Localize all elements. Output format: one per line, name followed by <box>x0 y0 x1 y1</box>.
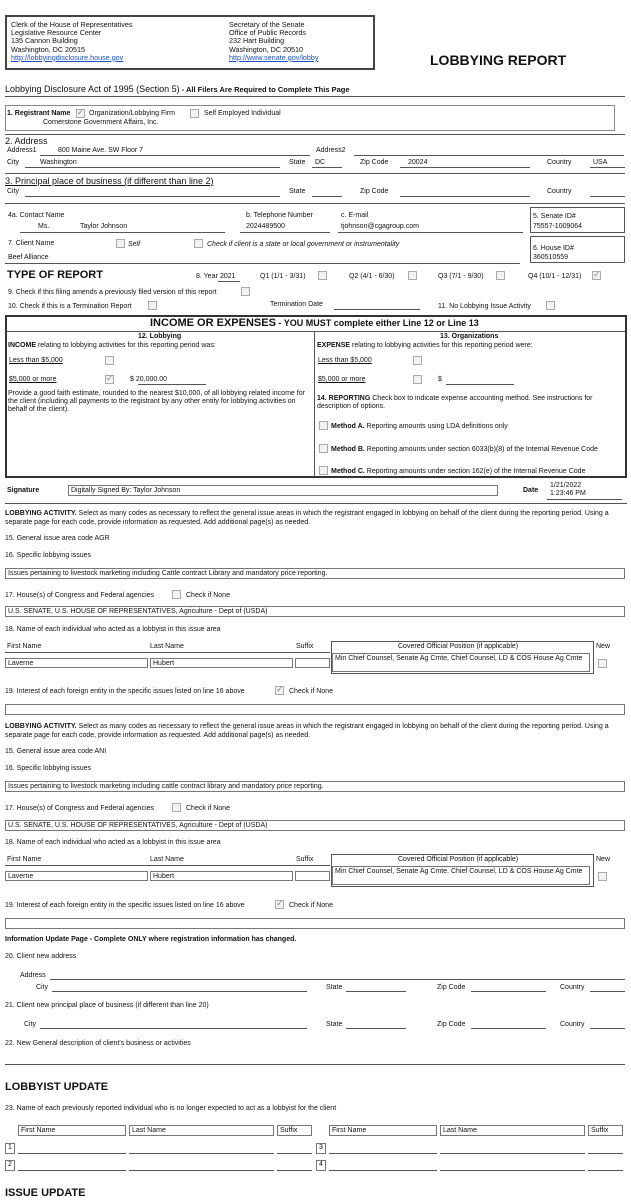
line14-text: Check box to indicate expense accounting method. See instructions for description of options. <box>317 395 593 410</box>
income-amount: $ 20,000.00 <box>130 376 167 383</box>
no-activity-checkbox[interactable] <box>546 301 555 310</box>
activity2-houses-field[interactable]: U.S. SENATE, U.S. HOUSE OF REPRESENTATIVES, Agriculture - Dept of (USDA) <box>5 820 625 831</box>
divider <box>218 281 240 282</box>
termination-checkbox[interactable] <box>148 301 157 310</box>
amend-label: 9. Check if this filing amends a previously filed version of this report <box>8 289 217 296</box>
activity1-suffix-label: Suffix <box>296 643 314 650</box>
activity2-houses-none-checkbox[interactable] <box>172 803 181 812</box>
divider <box>5 1064 625 1065</box>
state-label: State <box>289 159 306 166</box>
activity1-heading-bold: LOBBYING ACTIVITY. <box>5 510 77 517</box>
divider <box>400 196 530 197</box>
divider <box>25 167 280 168</box>
lu-row-number: 1 <box>5 1143 15 1154</box>
divider <box>5 503 627 504</box>
act-heading <box>5 84 350 94</box>
q1-checkbox[interactable] <box>318 271 327 280</box>
lu-row-number: 4 <box>316 1160 326 1171</box>
divider <box>50 979 625 980</box>
registrant-box <box>5 105 615 131</box>
activity2-suffix-label: Suffix <box>296 856 314 863</box>
line13-desc <box>317 342 533 349</box>
activity2-position-label: Covered Official Position (if applicable) <box>398 856 519 863</box>
activity2-heading-text: Select as many codes as necessary to reflect the general issue areas in which the registrant engaged in lobbying on behalf of the client during the reporting period. Using a separate page for each code, provide information as requested. Add additional page(s) as needed. <box>5 723 609 739</box>
method-c-text: Reporting amounts under section 162(e) of the Internal Revenue Code <box>364 468 586 475</box>
year-value: 2021 <box>220 273 236 280</box>
activity2-code: 15. General issue area code ANI <box>5 748 107 755</box>
income-title <box>150 317 479 329</box>
lobbyist-update-l23: 23. Name of each previously reported individual who is no longer expected to act as a lobbyist for the client <box>5 1105 337 1112</box>
activity2-lobbyist-label: 18. Name of each individual who acted as a lobbyist in this issue area <box>5 839 221 846</box>
contact-label: 4a. Contact Name <box>8 212 65 219</box>
income-more-label: $5,000 or more <box>9 376 57 383</box>
country-label: Country <box>547 159 572 166</box>
principal-zip-label: Zip Code <box>360 188 389 195</box>
method-b-checkbox[interactable] <box>319 444 328 453</box>
divider <box>25 196 280 197</box>
method-a-checkbox[interactable] <box>319 421 328 430</box>
zip-value: 20024 <box>408 159 428 166</box>
lu-first-line[interactable] <box>18 1153 126 1154</box>
lu-last-line[interactable] <box>129 1170 274 1171</box>
update-state-label: State <box>326 984 343 991</box>
divider <box>338 232 523 233</box>
activity2-foreign-label: 19. Interest of each foreign entity in the specific issues listed on line 16 above <box>5 902 245 909</box>
activity1-new-label: New <box>596 643 611 650</box>
activity2-new-checkbox[interactable] <box>598 872 607 881</box>
registrant-label: 1. Registrant Name <box>7 110 71 117</box>
client-self-checkbox[interactable] <box>116 239 125 248</box>
client-gov-label: Check if client is a state or local government or instrumentality <box>207 241 400 248</box>
house-line: Clerk of the House of Representatives <box>11 20 133 29</box>
income-more-checkbox[interactable] <box>105 375 114 384</box>
q3-label: Q3 (7/1 - 9/30) <box>438 273 484 280</box>
activity2-houses-none-label: Check if None <box>186 805 230 812</box>
activity2-first-field[interactable]: Laverne <box>5 871 148 881</box>
phone-value: 2024489500 <box>246 223 285 230</box>
activity2-last-label: Last Name <box>150 856 184 863</box>
activity2-first-label: First Name <box>7 856 42 863</box>
method-b-label <box>331 446 598 453</box>
activity1-suffix-field[interactable] <box>295 658 330 668</box>
date-label: Date <box>523 487 539 494</box>
lu-row-number: 3 <box>316 1143 326 1154</box>
signature-label: Signature <box>7 487 40 494</box>
line12-desc <box>8 342 216 349</box>
update-zip-label: Zip Code <box>437 984 466 991</box>
lu-last-line[interactable] <box>440 1170 585 1171</box>
lu-suffix-header-right: Suffix <box>588 1125 623 1136</box>
house-link[interactable]: http://lobbyingdisclosure.house.gov <box>11 52 124 62</box>
house-id-value: 360510559 <box>533 254 569 261</box>
method-a-bold: Method A. <box>331 423 365 430</box>
divider <box>312 196 342 197</box>
year-label: 8. Year <box>196 273 218 280</box>
update-country-label: Country <box>560 984 585 991</box>
activity2-foreign-checkbox[interactable] <box>275 900 284 909</box>
divider <box>5 96 625 97</box>
termination-date-label: Termination Date <box>270 301 323 308</box>
line12-label: 12. Lobbying <box>138 333 182 340</box>
divider <box>400 167 530 168</box>
address1-value: 800 Maine Ave. SW Floor 7 <box>58 147 144 154</box>
divider <box>40 155 310 156</box>
divider <box>5 203 625 204</box>
activity1-lobbyist-label: 18. Name of each individual who acted as a lobbyist in this issue area <box>5 626 221 633</box>
client-gov-checkbox[interactable] <box>194 239 203 248</box>
report-title: LOBBYING REPORT <box>430 52 567 68</box>
org-checkbox[interactable] <box>76 109 85 118</box>
house-line: 135 Cannon Building <box>11 36 78 46</box>
date-value: 1/21/2022 <box>550 482 582 489</box>
divider <box>5 652 330 653</box>
lu-suffix-header-left: Suffix <box>277 1125 312 1136</box>
termination-label: 10. Check if this is a Termination Report <box>8 303 132 310</box>
client-label: 7. Client Name <box>8 240 55 247</box>
q3-checkbox[interactable] <box>496 271 505 280</box>
activity1-foreign-label: 19. Interest of each foreign entity in the specific issues listed on line 16 above <box>5 688 245 695</box>
lu-suffix-line[interactable] <box>588 1153 623 1154</box>
city-value: Washington <box>40 159 77 166</box>
activity1-specific-field[interactable]: Issues pertaining to livestock marketing including Cattle contract Library and mandatory price reporting. <box>5 568 625 579</box>
senate-line: Secretary of the Senate <box>229 20 305 29</box>
method-a-text: Reporting amounts using LDA definitions only <box>364 423 508 430</box>
divider <box>346 991 406 992</box>
income-title-note: - YOU MUST complete either Line 12 or Line 13 <box>275 318 479 328</box>
state-value: DC <box>315 159 326 166</box>
lu-first-line[interactable] <box>18 1170 126 1171</box>
line14-bold: 14. REPORTING <box>317 395 371 402</box>
divider <box>5 865 330 866</box>
house-line: Legislative Resource Center <box>11 28 102 38</box>
principal-city-label: City <box>7 188 20 195</box>
divider <box>5 134 625 135</box>
lu-last-header-left: Last Name <box>129 1125 274 1136</box>
divider <box>547 499 622 500</box>
update-l21: 21. Client new principal place of business (if different than line 20) <box>5 1002 209 1009</box>
divider <box>471 991 546 992</box>
lu-last-line[interactable] <box>129 1153 274 1154</box>
activity1-specific-label: 16. Specific lobbying issues <box>5 552 91 559</box>
lu-first-header-right: First Name <box>329 1125 437 1136</box>
activity1-new-checkbox[interactable] <box>598 659 607 668</box>
lu-last-header-right: Last Name <box>440 1125 585 1136</box>
line12-desc-bold: INCOME <box>8 342 36 349</box>
contact-name: Taylor Johnson <box>80 223 128 230</box>
divider <box>52 991 307 992</box>
income-title-text: INCOME OR EXPENSES <box>150 317 276 329</box>
client-name: Beef Alliance <box>8 254 49 261</box>
method-c-label <box>331 468 585 475</box>
activity1-houses-label: 17. House(s) of Congress and Federal agencies <box>5 592 155 599</box>
activity1-foreign-field[interactable] <box>5 704 625 715</box>
income-less-checkbox[interactable] <box>105 356 114 365</box>
activity1-heading-text: Select as many codes as necessary to reflect the general issue areas in which the registrant engaged in lobbying on behalf of the client during the reporting period. Using a separate page for each code, provide information as requested. Add additional page(s) as needed. <box>5 510 609 526</box>
lu-first-header-left: First Name <box>18 1125 126 1136</box>
lu-suffix-line[interactable] <box>277 1170 312 1171</box>
update-title: Information Update Page - Complete ONLY where registration information has changed. <box>5 936 297 943</box>
update-city-label: City <box>36 984 49 991</box>
registrant-name: Cornerstone Government Affairs, Inc. <box>43 119 159 126</box>
senate-id-label: 5. Senate ID# <box>533 213 576 220</box>
update-l20: 20. Client new address <box>5 953 77 960</box>
activity1-code: 15. General issue area code AGR <box>5 535 110 542</box>
city-label: City <box>7 159 20 166</box>
activity2-foreign-field[interactable] <box>5 918 625 929</box>
activity2-foreign-none-label: Check if None <box>289 902 333 909</box>
q4-checkbox[interactable] <box>592 271 601 280</box>
divider <box>354 155 624 156</box>
method-a-label <box>331 423 508 430</box>
activity2-heading <box>5 722 625 740</box>
address-label: 2. Address <box>5 136 48 146</box>
divider <box>590 1028 625 1029</box>
self-employed-checkbox[interactable] <box>190 109 199 118</box>
line14-reporting <box>317 395 623 411</box>
act-note: - All Filers Are Required to Complete This Page <box>179 85 350 94</box>
expense-more-checkbox[interactable] <box>413 375 422 384</box>
method-b-text: Reporting amounts under section 6033(b)(8) of the Internal Revenue Code <box>364 446 598 453</box>
house-line: Washington, DC 20515 <box>11 44 86 54</box>
lu-last-line[interactable] <box>440 1153 585 1154</box>
issue-update-title: ISSUE UPDATE <box>5 1187 86 1199</box>
divider <box>7 331 625 332</box>
method-c-bold: Method C. <box>331 468 365 475</box>
divider <box>5 173 625 174</box>
house-office-info <box>11 21 132 62</box>
divider <box>312 167 342 168</box>
line13-label: 13. Organizations <box>440 333 499 340</box>
update-l22: 22. New General description of client's business or activities <box>5 1040 191 1047</box>
activity1-last-label: Last Name <box>150 643 184 650</box>
activity1-position-label: Covered Official Position (if applicable) <box>398 643 519 650</box>
zip-label: Zip Code <box>360 159 389 166</box>
divider <box>590 167 625 168</box>
senate-link[interactable]: http://www.senate.gov/lobby <box>229 52 319 62</box>
activity1-houses-none-checkbox[interactable] <box>172 590 181 599</box>
update2-zip-label: Zip Code <box>437 1021 466 1028</box>
expense-less-checkbox[interactable] <box>413 356 422 365</box>
activity2-specific-label: 16. Specific lobbying issues <box>5 765 91 772</box>
line13-desc-bold: EXPENSE <box>317 342 351 349</box>
line12-desc-text: relating to lobbying activities for this reporting period was: <box>36 342 216 349</box>
divider <box>138 384 206 385</box>
q2-checkbox[interactable] <box>408 271 417 280</box>
client-self-label: Self <box>128 241 141 248</box>
income-less-label: Less than $5,000 <box>9 357 63 364</box>
senate-line: 232 Hart Building <box>229 36 285 46</box>
line13-desc-text: relating to lobbying activities for this reporting period were: <box>350 342 533 349</box>
act-text: Lobbying Disclosure Act of 1995 (Section 5) <box>5 84 180 94</box>
no-activity-label: 11. No Lobbying Issue Activity <box>438 303 531 310</box>
activity2-suffix-field[interactable] <box>295 871 330 881</box>
lu-first-line[interactable] <box>329 1153 437 1154</box>
lu-suffix-line[interactable] <box>277 1153 312 1154</box>
self-employed-label: Self Employed Individual <box>204 110 281 117</box>
principal-state-label: State <box>289 188 306 195</box>
update2-state-label: State <box>326 1021 343 1028</box>
activity2-specific-field[interactable]: Issues pertaining to livestock marketing including cattle contract library and mandatory price reporting. <box>5 781 625 792</box>
update2-city-label: City <box>24 1021 37 1028</box>
lobbyist-update-title: LOBBYIST UPDATE <box>5 1081 109 1093</box>
email-label: c. E-mail <box>341 212 369 219</box>
address2-label: Address2 <box>316 147 346 154</box>
house-id-label: 6. House ID# <box>533 245 574 252</box>
divider <box>471 1028 546 1029</box>
country-value: USA <box>593 159 608 166</box>
principal-country-label: Country <box>547 188 572 195</box>
method-b-bold: Method B. <box>331 446 365 453</box>
divider <box>240 232 330 233</box>
lu-suffix-line[interactable] <box>588 1170 623 1171</box>
divider <box>334 309 420 310</box>
activity1-foreign-none-label: Check if None <box>289 688 333 695</box>
divider <box>590 991 625 992</box>
q4-label: Q4 (10/1 - 12/31) <box>528 273 582 280</box>
contact-prefix: Ms. <box>38 223 50 230</box>
lu-row-number: 2 <box>5 1160 15 1171</box>
phone-label: b. Telephone Number <box>246 212 313 219</box>
activity2-heading-bold: LOBBYING ACTIVITY. <box>5 723 77 730</box>
expense-dollar: $ <box>438 376 442 383</box>
senate-id-value: 75557-1009064 <box>533 223 583 230</box>
divider <box>20 232 225 233</box>
method-c-checkbox[interactable] <box>319 466 328 475</box>
type-of-report-title: TYPE OF REPORT <box>7 269 103 281</box>
divider <box>346 1028 406 1029</box>
activity1-position-field[interactable]: Min Chief Counsel, Senate Ag Cmte, Chief Counsel, LD & COS House Ag Cmte <box>332 653 590 672</box>
divider <box>40 1028 307 1029</box>
update2-country-label: Country <box>560 1021 585 1028</box>
activity2-houses-label: 17. House(s) of Congress and Federal agencies <box>5 805 155 812</box>
lu-first-line[interactable] <box>329 1170 437 1171</box>
activity1-houses-none-label: Check if None <box>186 592 230 599</box>
activity2-last-field[interactable]: Hubert <box>150 871 293 881</box>
update-address-label: Address <box>20 972 46 979</box>
divider <box>590 196 625 197</box>
expense-less-label: Less than $5,000 <box>318 357 372 364</box>
principal-label: 3. Principal place of business (if different than line 2) <box>5 176 214 186</box>
divider <box>446 384 514 385</box>
time-value: 1:23:46 PM <box>550 490 586 497</box>
activity1-first-label: First Name <box>7 643 42 650</box>
income-estimate-note: Provide a good faith estimate, rounded to the nearest $10,000, of all lobbying related income for the client (including all payments to the registrant by any other entity for lobbying activities on behalf of the client). <box>8 390 305 413</box>
q1-label: Q1 (1/1 - 3/31) <box>260 273 306 280</box>
amend-checkbox[interactable] <box>241 287 250 296</box>
activity1-foreign-checkbox[interactable] <box>275 686 284 695</box>
divider <box>5 263 520 264</box>
address1-label: Address1 <box>7 147 37 154</box>
email-value: tjohnson@cgagroup.com <box>341 223 419 230</box>
activity2-position-field[interactable]: Min Chief Counsel, Senate Ag Cmte, Chief Counsel, LD & COS House Ag Cmte <box>332 866 590 885</box>
senate-office-info <box>229 21 319 62</box>
activity2-new-label: New <box>596 856 611 863</box>
activity1-last-field[interactable]: Hubert <box>150 658 293 668</box>
activity1-heading <box>5 509 625 527</box>
signature-field[interactable]: Digitally Signed By: Taylor Johnson <box>68 485 498 496</box>
q2-label: Q2 (4/1 - 6/30) <box>349 273 395 280</box>
activity1-houses-field[interactable]: U.S. SENATE, U.S. HOUSE OF REPRESENTATIVES, Agriculture - Dept of (USDA) <box>5 606 625 617</box>
activity1-first-field[interactable]: Laverne <box>5 658 148 668</box>
senate-line: Washington, DC 20510 <box>229 44 304 54</box>
expense-more-label: $5,000 or more <box>318 376 366 383</box>
divider <box>314 331 315 476</box>
senate-line: Office of Public Records <box>229 28 306 38</box>
header-box <box>5 15 375 70</box>
org-label: Organization/Lobbying Firm <box>89 110 175 117</box>
